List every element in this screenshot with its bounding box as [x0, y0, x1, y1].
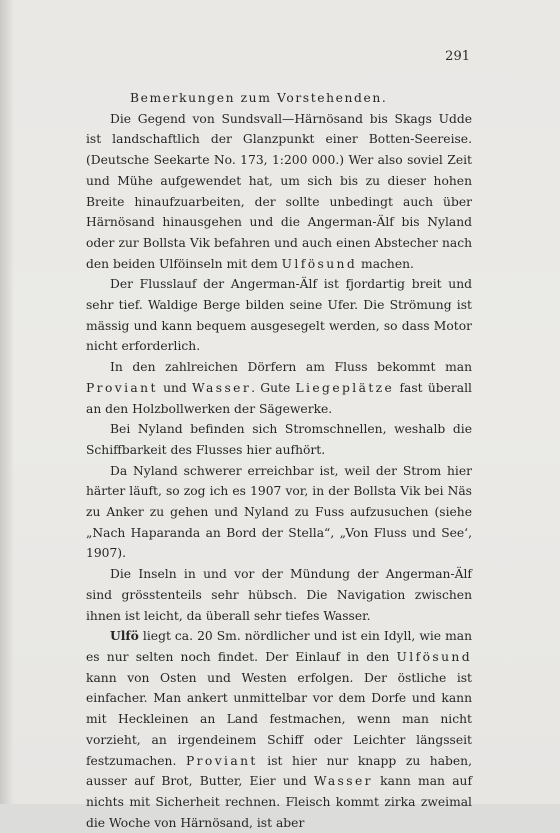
- spaced-emphasis: Ulfösund: [281, 256, 358, 271]
- text-run: Da Nyland schwerer erreichbar ist, weil der Strom hier härter läuft, so zog ich es 1907 vor, in der Bollsta Vik bei Näs zu Anker zu gehen und Nyland zu Fuss aufzusuchen (siehe „Nach Haparanda an Bord der Stella“, „Von Fluss und See‘, 1907).: [86, 463, 472, 561]
- paragraph: [86, 357, 472, 419]
- text-run: . Gute: [251, 380, 296, 395]
- bold-term: Ulfö: [110, 628, 139, 644]
- spaced-emphasis: Wasser: [313, 774, 373, 789]
- text-run: ist hier nur knapp zu haben, ausser auf Brot, Butter, Eier und: [86, 753, 473, 789]
- text-run: liegt ca. 20 Sm. nördlicher und ist ein Idyll, wie man es nur selten noch findet. Der Einlauf in den: [86, 629, 472, 664]
- paragraph: [86, 626, 472, 833]
- text-run: fast überall an den Holzbollwerken der Sägewerke.: [86, 380, 472, 416]
- paragraph: [86, 109, 472, 275]
- section-heading: Bemerkungen zum Vorstehenden.: [130, 91, 388, 105]
- text-run: Bei Nyland befinden sich Stromschnellen, weshalb die Schiffbarkeit des Flusses hier aufhört.: [86, 422, 472, 457]
- page-number: 291: [445, 49, 470, 64]
- spaced-emphasis: Proviant: [185, 753, 258, 768]
- text-run: machen.: [357, 256, 414, 271]
- spaced-emphasis: Proviant: [86, 380, 158, 395]
- text-run: Der Flusslauf der Angerman-Älf ist fjordartig breit und sehr tief. Waldige Berge bilden seine Ufer. Die Strömung ist mässig und kann bequem ausgesegelt werden, so dass Motor nicht erforderlich.: [86, 277, 472, 354]
- paragraph: [86, 564, 472, 626]
- spaced-emphasis: Wasser: [192, 380, 252, 395]
- text-body: [86, 88, 472, 833]
- spaced-emphasis: Ulfösund: [396, 649, 472, 664]
- text-run: kann von Osten und Westen erfolgen. Der östliche ist einfacher. Man ankert unmittelbar vor dem Dorfe und kann mit Heckleinen an Land festmachen, wenn man nicht vorzieht, an irgendeinem Schiff oder Leichter längsseit festzumachen.: [86, 670, 472, 768]
- text-run: kann man auf nichts mit Sicherheit rechnen. Fleisch kommt zirka zweimal die Woche von Härnösand, ist aber: [86, 774, 473, 830]
- paragraph: [86, 274, 472, 357]
- text-run: Die Inseln in und vor der Mündung der Angerman-Älf sind grösstenteils sehr hübsch. Die Navigation zwischen ihnen ist leicht, da überall sehr tiefes Wasser.: [86, 567, 472, 623]
- text-run: Die Gegend von Sundsvall—Härnösand bis Skags Udde ist landschaftlich der Glanzpunkt einer Botten-Seereise. (Deutsche Seekarte No. 173, 1:200 000.) Wer also soviel Zeit und Mühe aufgewendet hat, um sich bis zu dieser hohen Breite hinaufzuarbeiten, der sollte unbedingt auch über Härnösand hinausgehen und die Angerman-Älf bis Nyland oder zur Bollsta Vik befahren und auch einen Abstecher nach den beiden Ulföinseln mit dem: [86, 111, 472, 271]
- page-gutter-shadow: [0, 0, 14, 804]
- paragraph-list: [86, 109, 472, 833]
- paragraph: [86, 461, 472, 565]
- spaced-emphasis: Liegeplätze: [295, 380, 395, 395]
- paragraph: [86, 419, 472, 460]
- text-run: und: [157, 380, 193, 395]
- text-run: In den zahlreichen Dörfern am Fluss bekommt man: [110, 360, 472, 375]
